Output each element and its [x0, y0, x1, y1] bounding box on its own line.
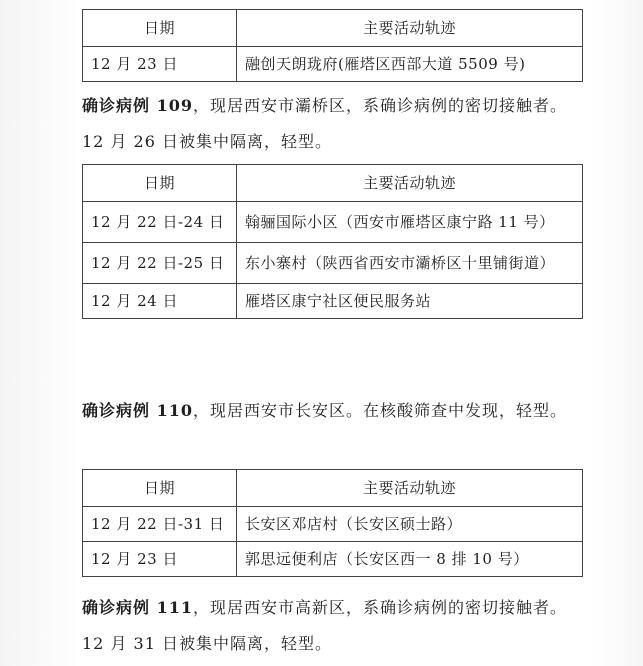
- table-row: [83, 47, 583, 82]
- table-header-row: [83, 10, 583, 47]
- case-110-text: ，现居西安市长安区。在核酸筛查中发现，轻型。: [192, 401, 567, 420]
- page-shadow-left: [0, 0, 80, 666]
- header-date: 日期: [83, 165, 237, 202]
- header-track: 主要活动轨迹: [237, 470, 583, 507]
- case-111-text: ，现居西安市高新区，系确诊病例的密切接触者。12 月 31 日被集中隔离，轻型。: [82, 598, 567, 653]
- track-table-2: [82, 164, 583, 319]
- case-110-label: 确诊病例 110: [82, 401, 193, 420]
- header-track: 主要活动轨迹: [237, 165, 583, 202]
- track-table-1: [82, 9, 583, 82]
- table-row: [83, 243, 583, 284]
- row-date: 12 月 22 日-31 日: [83, 507, 237, 542]
- table-header-row: [83, 165, 583, 202]
- track-table-3: [82, 469, 583, 577]
- table-row: [83, 542, 583, 577]
- table-row: [83, 507, 583, 542]
- table-row: [83, 284, 583, 319]
- row-date: 12 月 22 日-25 日: [83, 243, 237, 284]
- row-place: 翰骊国际小区（西安市雁塔区康宁路 11 号）: [237, 202, 583, 243]
- row-date: 12 月 22 日-24 日: [83, 202, 237, 243]
- case-111-paragraph: [82, 590, 582, 662]
- row-date: 12 月 23 日: [83, 47, 237, 82]
- page-shadow-right: [593, 0, 643, 666]
- row-place: 雁塔区康宁社区便民服务站: [237, 284, 583, 319]
- row-date: 12 月 23 日: [83, 542, 237, 577]
- header-date: 日期: [83, 470, 237, 507]
- table-row: [83, 202, 583, 243]
- case-110-paragraph: [82, 393, 582, 429]
- row-place: 融创天朗珑府(雁塔区西部大道 5509 号): [237, 47, 583, 82]
- row-place: 郭思远便利店（长安区西一 8 排 10 号）: [237, 542, 583, 577]
- row-place: 东小寨村（陕西省西安市灞桥区十里铺街道）: [237, 243, 583, 284]
- header-date: 日期: [83, 10, 237, 47]
- row-date: 12 月 24 日: [83, 284, 237, 319]
- case-111-label: 确诊病例 111: [82, 598, 193, 617]
- case-109-text: ，现居西安市灞桥区，系确诊病例的密切接触者。12 月 26 日被集中隔离，轻型。: [82, 96, 567, 151]
- header-track: 主要活动轨迹: [237, 10, 583, 47]
- row-place: 长安区邓店村（长安区硕士路）: [237, 507, 583, 542]
- table-header-row: [83, 470, 583, 507]
- case-109-label: 确诊病例 109: [82, 96, 193, 115]
- case-109-paragraph: [82, 88, 582, 160]
